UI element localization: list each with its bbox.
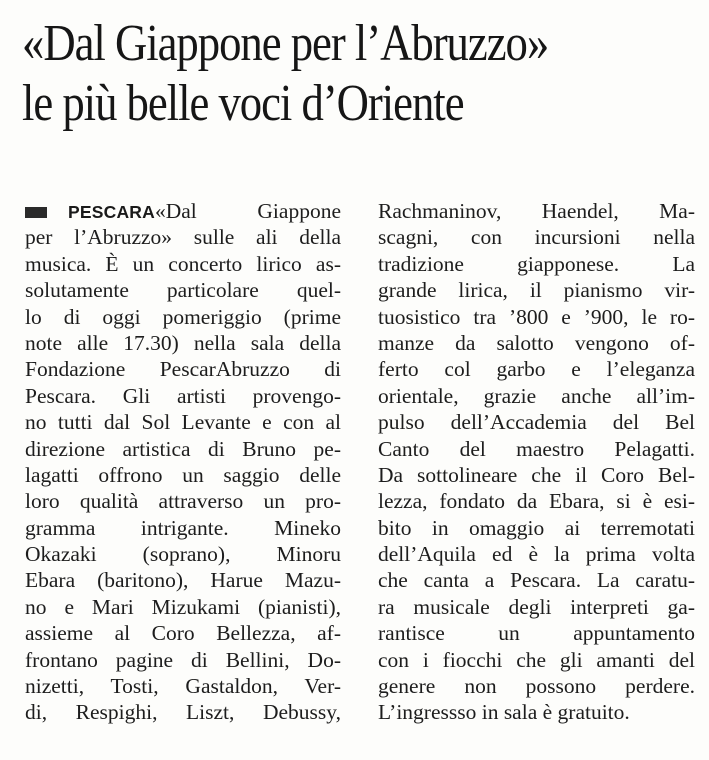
body-line: dell’Aquila ed è la prima volta	[378, 542, 695, 567]
body-line: «Dal Giappone	[154, 199, 341, 223]
body-line: no tutti dal Sol Levante e con al	[25, 410, 341, 435]
body-line: lezza, fondato da Ebara, si è esi-	[378, 489, 695, 514]
body-line: Okazaki (soprano), Minoru	[25, 542, 341, 567]
body-line: scagni, con incursioni nella	[378, 225, 695, 250]
body-line: no e Mari Mizukami (pianisti),	[25, 594, 341, 619]
body-line: ra musicale degli interpreti ga-	[378, 594, 695, 619]
body-line: genere non possono perdere.	[378, 674, 695, 699]
body-line: grande lirica, il pianismo vir-	[378, 278, 695, 303]
body-line: ferto col garbo e l’eleganza	[378, 357, 695, 382]
body-line: frontano pagine di Bellini, Do-	[25, 647, 341, 672]
body-line: musica. È un concerto lirico as-	[25, 251, 341, 276]
body-line: Rachmaninov, Haendel, Ma-	[378, 199, 695, 223]
body-line: manze da salotto vengono of-	[378, 330, 695, 355]
body-line: rantisce un appuntamento	[378, 621, 695, 646]
body-line: Canto del maestro Pelagatti.	[378, 436, 695, 461]
article-column-2	[378, 198, 695, 726]
body-line: tradizione giapponese. La	[378, 251, 695, 276]
body-line: Fondazione PescarAbruzzo di	[25, 357, 341, 382]
body-line: lagatti offrono un saggio delle	[25, 462, 341, 487]
body-line: gramma intrigante. Mineko	[25, 515, 341, 540]
body-line: L’ingressso in sala è gratuito.	[378, 700, 630, 725]
body-line: note alle 17.30) nella sala della	[25, 330, 341, 355]
body-line: assieme al Coro Bellezza, af-	[25, 621, 341, 646]
body-line: lo di oggi pomeriggio (prime	[25, 304, 341, 329]
body-line: pulso dell’Accademia del Bel	[378, 410, 695, 435]
body-line: orientale, grazie anche all’im-	[378, 383, 695, 408]
body-line: tuosistico tra ’800 e ’900, le ro-	[378, 304, 695, 329]
body-line: solutamente particolare quel-	[25, 278, 341, 303]
body-line: Pescara. Gli artisti provengo-	[25, 383, 341, 408]
headline-line-2: le più belle voci d’Oriente	[22, 75, 464, 132]
headline	[22, 14, 607, 134]
body-line: Ebara (baritono), Harue Mazu-	[25, 568, 341, 593]
body-line: con i fiocchi che gli amanti del	[378, 647, 695, 672]
body-line: Da sottolineare che il Coro Bel-	[378, 462, 695, 487]
dateline-marker-icon	[25, 207, 47, 218]
body-line: nizetti, Tosti, Gastaldon, Ver-	[25, 674, 341, 699]
first-line	[25, 198, 341, 224]
headline-line-1: «Dal Giappone per l’Abruzzo»	[22, 15, 549, 72]
article-column-1	[25, 198, 341, 726]
dateline: PESCARA	[68, 202, 155, 222]
body-line: direzione artistica di Bruno pe-	[25, 436, 341, 461]
body-line: loro qualità attraverso un pro-	[25, 489, 341, 514]
body-line: per l’Abruzzo» sulle ali della	[25, 225, 341, 250]
body-line: che canta a Pescara. La caratu-	[378, 568, 695, 593]
body-line: di, Respighi, Liszt, Debussy,	[25, 700, 341, 725]
body-line: bito in omaggio ai terremotati	[378, 515, 695, 540]
